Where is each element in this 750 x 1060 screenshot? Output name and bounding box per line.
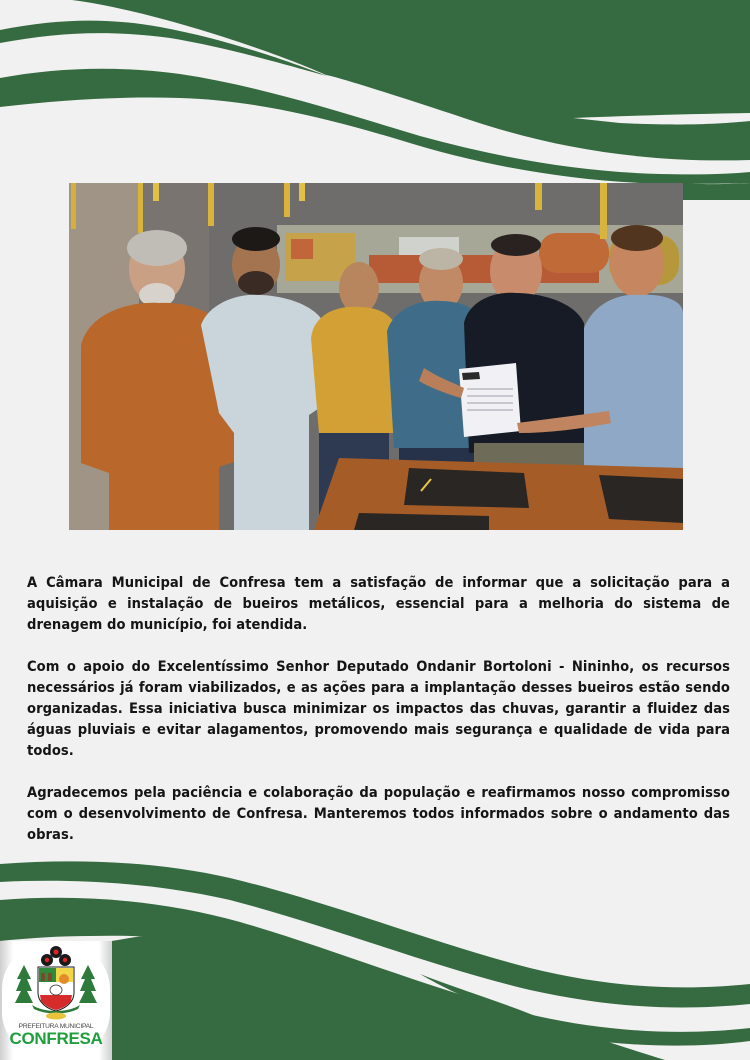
header-wave-edge bbox=[683, 183, 750, 200]
header-wave-decoration bbox=[0, 0, 750, 200]
logo-title: CONFRESA bbox=[9, 1029, 103, 1048]
paragraph-thanks: Agradecemos pela paciência e colaboração da população e reafirmamos nosso compromisso com o desenvolvimento de Confresa. Manteremos todos informados sobre o andamento das obras. bbox=[27, 784, 730, 843]
logo-subtitle: PREFEITURA MUNICIPAL bbox=[18, 1023, 94, 1030]
coat-of-arms-icon bbox=[14, 943, 98, 1023]
paragraph-support: Com o apoio do Excelentíssimo Senhor Deputado Ondanir Bortoloni - Nininho, os recursos necessários já foram viabilizados, e as ações para a implantação desses bueiros estão sendo organizadas. Essa iniciativa busca minimizar os impactos das chuvas, garantir a fluidez das águas pluviais e evitar alagamentos, promovendo mais segurança e qualidade de vida para todos. bbox=[27, 658, 730, 759]
footer-wave-decoration bbox=[0, 850, 750, 1060]
notice-body bbox=[27, 572, 730, 866]
event-photo bbox=[69, 183, 683, 530]
paragraph-announcement: A Câmara Municipal de Confresa tem a satisfação de informar que a solicitação para a aquisição e instalação de bueiros metálicos, essencial para a melhoria do sistema de drenagem do município, foi atendida. bbox=[27, 574, 730, 633]
